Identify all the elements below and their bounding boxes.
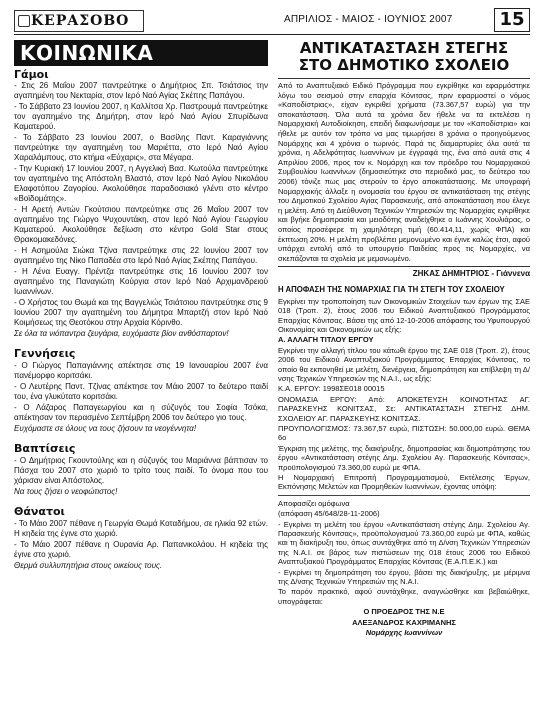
project-code: Κ.Α. ΕΡΓΟΥ: 1998ΣΕ018 00015 (278, 384, 385, 394)
wedding-item: - Η Ασημούλα Σιώκα Τζίνα παντρεύτηκε στις 22 Ιουνίου 2007 τον αγαπημένο της Νίκο Παπαδέα στο Ιερό Ναό Αγίας Σκέπης Παπάγου. (14, 246, 268, 265)
article-title-line-2: ΣΤΟ ΔΗΜΟΤΙΚΟ ΣΧΟΛΕΙΟ (298, 56, 510, 74)
divider (278, 495, 530, 496)
wedding-item: - Η Λένα Ευαγγ. Πρέντζα παντρεύτηκε στις 16 Ιουνίου 2007 τον αγαπημένο της Παναγιώτη Κούργια στον Ιερό Ναό Αρχιμανδρειού Ιωαννίνων. (14, 267, 268, 296)
header-rule (14, 34, 530, 35)
deaths-heading: Θάνατοι (14, 505, 65, 518)
birth-item: - Ο Λευτέρης Παντ. Τζίνας απέκτησε τον Μάιο 2007 το δεύτερο παιδί του, ένα γλυκύτατο κοριτσάκι. (14, 382, 268, 401)
decision-heading: Η ΑΠΟΦΑΣΗ ΤΗΣ ΝΟΜΑΡΧΙΑΣ ΓΙΑ ΤΗ ΣΤΕΓΗ ΤΟΥ ΣΧΟΛΕΙΟΥ (278, 285, 505, 295)
wedding-item: - Την Κυριακή 17 Ιουνίου 2007, η Αγγελική Βασ. Κωτούλα παντρεύτηκε τον αγαπημένο της Απόστολη Βλαστό, στον Ιερό Ναό Αγίου Νικολάου Ελαφοτόπου Ζαγορίου. Ακολούθησε παραδοσιακό γλέντι στο κέντρο «Βοϊδομάτης». (14, 164, 268, 203)
death-item: - Το Μάιο 2007 πέθανε η Ουρανία Αρ. Παπανικολάου. Η κηδεία της έγινε στο χωριό. (14, 540, 268, 559)
decision-intro: Εγκρίνει την τροποποίηση των Οικονομικών Στοιχείων των έργων της ΣΑΕ 018 (Τροπ. 2), έτους 2006 του Ειδικού Αναπτυξιακού Προγράμματος Επαρχίας Κόνιτσας. Βάσει της από 12-10-2006 απόφασης του Υφυπουργού Οικονομίας και Οικονομικών ως εξής: (278, 296, 530, 334)
title-change-heading: Α. ΑΛΛΑΓΗ ΤΙΤΛΟΥ ΕΡΓΟΥ (278, 335, 374, 345)
page-number: 15 (494, 8, 530, 32)
death-item: - Το Μάιο 2007 πέθανε η Γεωργία Θωμά Κοταδήμου, σε ηλικία 92 ετών. Η κηδεία της έγινε στο χωριό. (14, 519, 268, 538)
weddings-wish: Σε όλα τα νιόπαντρα ζευγάρια, ευχόμαστε βίον ανθόσπαρτον! (14, 329, 229, 338)
article-column (278, 40, 530, 639)
adopted-reference: (απόφαση 45/648/28-11-2006) (278, 509, 380, 519)
publication-logo (14, 10, 144, 32)
project-budget: ΠΡΟΥΠΟΛΟΓΙΣΜΟΣ: 73.367,57 ευρώ, ΠΙΣΤΩΣΗ: 50.000,00 ευρώ. ΘΕΜΑ 6ο (278, 423, 530, 443)
article-title (278, 40, 530, 74)
birth-item: - Ο Λάζαρος Παπαγεωργίου και η σύζυγός του Σοφία Τσόκα, απέκτησαν τον περασμένο Σεπτέμβρη 2006 τον δεύτερο γιο τους. (14, 403, 268, 422)
decision-point: - Εγκρίνει τη μελέτη του έργου «Αντικατάσταση στέγης Δημ. Σχολείου Αγ. Παρασκευής Κόνιτσας», προϋπολογισμού 73.360,00 ευρώ με ΦΠΑ, καθώς και τη διακήρυξη του, όπως συντάχθηκε από τη Δ/νση Τεχνικών Υπηρεσιών της Ν.Α.Ι. σε βάρος των πιστώσεων της 018 έτους 2006 του Ειδικού Αναπτυξιακού Προγράμματος Επαρχίας Κόνιτσας (Ε.Α.Π.Ε.Κ.) και (278, 519, 530, 567)
issue-date: ΑΠΡΙΛΙΟΣ - ΜΑΙΟΣ - ΙΟΥΝΙΟΣ 2007 (284, 14, 453, 25)
wedding-item: - Το Σάββατο 23 Ιουνίου 2007, η Καλλίτσα Χρ. Παστρουμά παντρεύτηκε τον αγαπημένο της Δημήτρη, στον Ιερό Ναό Αγίου Σπυρίδωνα Καματερού. (14, 102, 268, 131)
signatory-name: ΑΛΕΞΑΝΔΡΟΣ ΚΑΧΡΙΜΑΝΗΣ (352, 617, 456, 627)
article-body (278, 78, 530, 267)
decision-point: - Εγκρίνει τη δημοπράτηση του έργου, βάσει της διακήρυξης, με μέριμνα της Δ/νσης Τεχνικών Υπηρεσιών της Ν.Α.Ι. (278, 567, 530, 587)
weddings-heading: Γάμοι (14, 68, 49, 81)
approval-text: Έγκριση της μελέτης, της διακήρυξης, δημοπρασίας και δημοπράτησης του έργου «Αντικατάσταση στέγης Δημ. Σχολείου Αγ. Παρασκευής Κόνιτσας», προϋπολογισμού 73.360,00 ευρώ με ΦΠΑ. (278, 443, 530, 472)
wedding-item: - Το Σάββατο 23 Ιουνίου 2007, ο Βασίλης Παντ. Καραγιάννης παντρεύτηκε την αγαπημένη του Μαριέττα, στο Ιερό Ναό Αγίου Χαραλάμπους, στο κτήμα «Εύχαρις», στα Μέγαρα. (14, 133, 268, 162)
baptism-item: - Ο Δημήτριος Γκουντούλης και η σύζυγός του Μαριάννα βάπτισαν το Πάσχα του 2007 στο χωριό το τρίτο τους παιδί. Το όνομα που του χάρισαν είναι Απόστολος. (14, 456, 268, 485)
baptisms-heading: Βαπτίσεις (14, 442, 76, 455)
deaths-wish: Θερμά συλλυπητήρια στους οικείους τους. (14, 561, 163, 570)
article-title-line-1: ΑΝΤΙΚΑΤΑΣΤΑΣΗ ΣΤΕΓΗΣ (299, 39, 509, 57)
signatory-title: Ο ΠΡΟΕΔΡΟΣ ΤΗΣ Ν.Ε (363, 607, 445, 617)
baptisms-wish: Να τους ζήσει ο νεοφώτιστος! (14, 487, 118, 496)
article-signature: ΖΗΚΑΣ ΔΗΜΗΤΡΙΟΣ - Γιάννενα (412, 269, 530, 279)
signatory-role: Νομάρχης Ιωαννίνων (365, 628, 443, 638)
births-heading: Γεννήσεις (14, 347, 76, 360)
article-text: Από το Αναπτυξιακό Ειδικό Πρόγραμμα που εγκρίθηκε και εφαρμόστηκε λόγω του σεισμού στην επαρχία Κόνιτσας, πριν εφαρμοστεί ο νόμος «Καποδίστριας», είχαν εγκριθεί χρήματα (73.367,57 ευρώ) για την αποκατάσταση. Όλα αυτά τα χρόνια δεν ήθελε να τα εκτελέσει η Νομαρχιακή Αυτοδιοίκηση, επειδή διαφωνήσαμε με τον «Καποδίστρια» και ήθελε με αυτόν τον τρόπο να μας τιμωρήσει 8 χρόνια ο προηγούμενος Νομάρχης και 4 χρόνια ο τωρινός. Παρά τις διαμαρτυρίες όλα αυτά τα χρόνια, η Αδελφότητας Ιωαννίνων με έγγραφά της, ένα από αυτά στις 4 Απριλίου 2006, προς τον κ. Νομάρχη και τον πρόεδρο του Νομαρχιακού Συμβουλίου Ιωαννίνων (δημοσιεύτηκε στο περιοδικό μας, το δεύτερο του 2006) τόνιζε πως μας στερούν το έργο αποκατάστασης. Με υπογραφή Νομαρχιακής άλλαξε η ονομασία του έργου σε αντικατάσταση της στέγης του Δημοτικού Σχολείου Αγίας Παρασκευής, από αποκατάσταση που έλεγε η μελέτη. Από τη Διεύθυνση Τεχνικών Υπηρεσιών της Νομαρχίας εγκρίθηκε και βγήκε δημοπρασία και μειοδότης αναδείχθηκε ο Ιωάννης Χουλιάρας, ο οποίος προσέφερε τη χαμηλότερη τιμή (60.414,11, χωρίς ΦΠΑ) και έκπτωση 20%. Η μελέτη προβλέπει μεμονωμένο και έγινε καλώς έτσι, αφού υπάρχει εντολή από το υπουργείο Παιδείας προς τις Νομαρχίες, να σκεπάζονται τα σχολεία με μεμονωμένο. (278, 81, 530, 263)
social-column (14, 40, 268, 572)
wedding-item: - Ο Χρήστος του Θωμά και της Βαγγελιώς Τσιάτσιου παντρεύτηκε στις 9 Ιουνίου 2007 την αγαπημένη του Δήμητρα Μπαρτζή στον Ιερό Ναό Κοιμήσεως της Θεοτόκου στην Αρχαία Κόρινθο. (14, 298, 268, 327)
birth-item: - Ο Γιώργος Παπαγιάννης απέκτησε στις 19 Ιανουαρίου 2007 ένα πανέμορφο κοριτσάκι. (14, 361, 268, 380)
title-change-text: Εγκρίνει την αλλαγή τίτλου του κάτωθι έργου της ΣΑΕ 018 (Τροπ. 2), έτους 2006 του Ειδικού Αναπτυξιακού Προγράμματος Επαρχίας Κόνιτσας, το οποίο θα εκπονηθεί με μελέτη, διενέργεια, δημοπράτηση και επίβλεψη τη Δ/νσης Τεχνικών Υπηρεσιών της Ν.Α.Ι., ως εξής: (278, 345, 530, 383)
closing-text: Το παρόν πρακτικό, αφού συντάχθηκε, αναγνώσθηκε και βεβαιώθηκε, υπογράφεται: (278, 587, 530, 606)
decision-block (278, 285, 530, 637)
committee-text: Η Νομαρχιακή Επιτροπή Προγραμματισμού, Εκτέλεσης Έργων, Εκπόνησης Μελετών και Προμηθειών Ιωαννίνων, έχοντας υπόψη: (278, 473, 530, 492)
logo-text: ΚΕΡΑΣΟΒΟ (31, 13, 130, 29)
section-title: ΚΟΙΝΩΝΙΚΑ (14, 40, 268, 66)
adopted-text: Αποφασίζει ομόφωνα (278, 498, 350, 508)
wedding-item: - Στις 26 Μαΐου 2007 παντρεύτηκε ο Δημήτριος Σπ. Τσιάτσιος την αγαπημένη του Νεκταρία, στον Ιερό Ναό Αγίας Σκέπης Παπάγου. (14, 81, 268, 100)
births-wish: Ευχόμαστε σε όλους να τους ζήσουν τα νεογέννητα! (14, 424, 197, 433)
wedding-item: - Η Αρετή Αντών Γκούτσιου παντρεύτηκε στις 26 Μαΐου 2007 τον αγαπημένο της Γιώργο Ψυχουντάκη, στον Ιερό Ναό Αγίου Γεωργίου Καματερού. Ακολούθησε δεξίωση στο κέντρο Gold Star στους Θρακομακεδόνες. (14, 205, 268, 244)
project-name: ΟΝΟΜΑΣΙΑ ΕΡΓΟΥ: Από: ΑΠΟΚΕΤΕΥΣΗ ΚΟΙΝΟΤΗΤΑΣ ΑΓ. ΠΑΡΑΣΚΕΥΗΣ ΚΟΝΙΤΣΑΣ, Σε: ΑΝΤΙΚΑΤΑΣΤΑΣΗ ΣΤΕΓΗΣ ΔΗΜ. ΣΧΟΛΕΙΟΥ ΑΓ. ΠΑΡΑΣΚΕΥΗΣ ΚΟΝΙΤΣΑΣ. (278, 394, 530, 423)
